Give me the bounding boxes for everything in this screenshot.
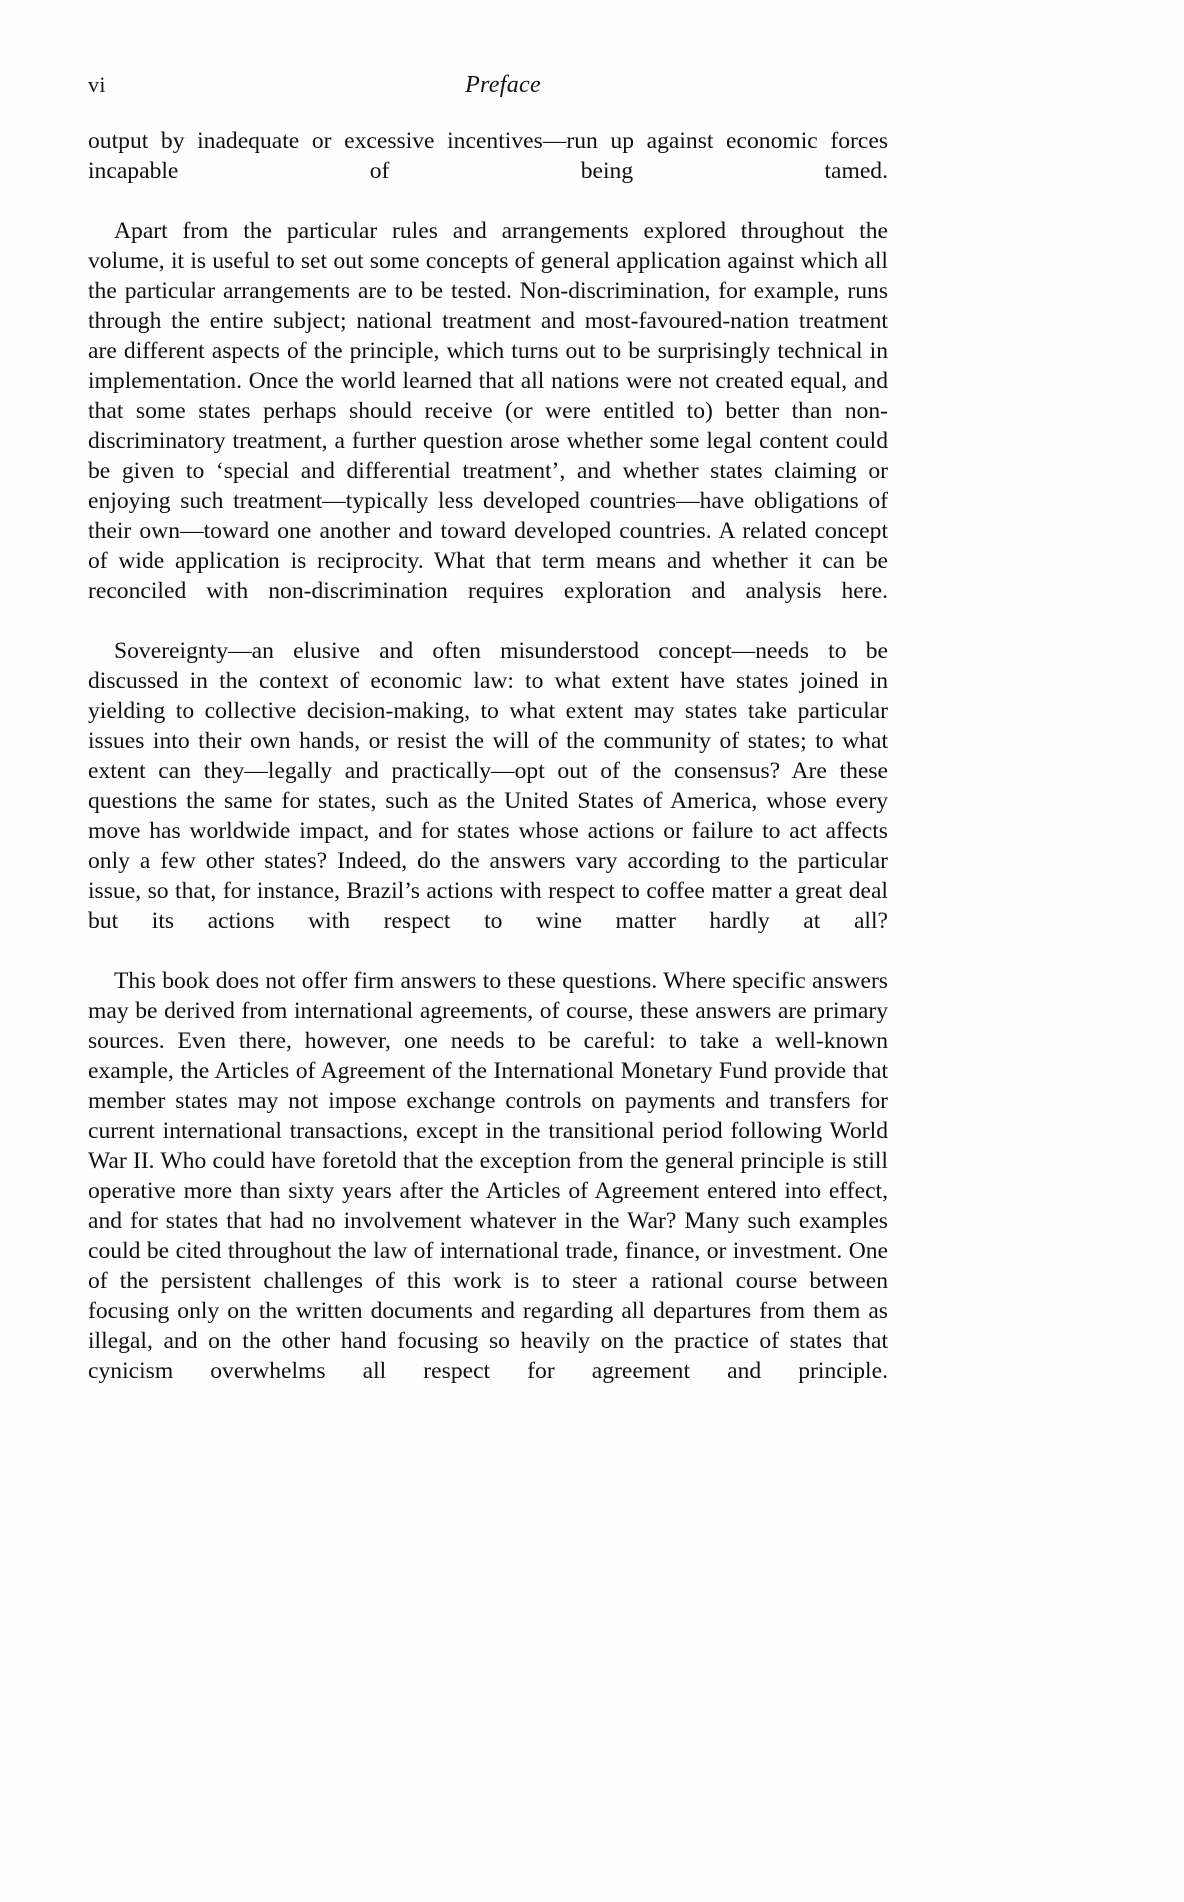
paragraph-apart-from-the-particular-rules: Apart from the particular rules and arrangements explored throughout the volume, it is useful to set out some concepts of general application against which all the particular arrangements are to be tested. Non-discrimination, for example, runs through the entire subject; national treatment and most-favoured-nation treatment are different aspects of the principle, which turns out to be surprisingly technical in implementation. Once the world learned that all nations were not created equal, and that some states perhaps should receive (or were entitled to) better than non-discriminatory treatment, a further question arose whether some legal content could be given to ‘special and differential treatment’, and whether states claiming or enjoying such treatment—typically less developed countries—have obligations of their own—toward one another and toward developed countries. A related concept of wide application is reciprocity. What that term means and whether it can be reconciled with non-discrimination requires exploration and analysis here. bbox=[88, 218, 888, 604]
paragraph-sovereignty: Sovereignty—an elusive and often misunderstood concept—needs to be discussed in the context of economic law: to what extent have states joined in yielding to collective decision-making, to what extent may states take particular issues into their own hands, or resist the will of the community of states; to what extent can they—legally and practically—opt out of the consensus? Are these questions the same for states, such as the United States of America, whose every move has worldwide impact, and for states whose actions or failure to act affects only a few other states? Indeed, do the answers vary according to the particular issue, so that, for instance, Brazil’s actions with respect to coffee matter a great deal but its actions with respect to wine matter hardly at all? bbox=[88, 638, 888, 934]
running-header bbox=[88, 72, 888, 124]
paragraph-this-book-does-not-offer: This book does not offer firm answers to these questions. Where specific answers may be derived from international agreements, of course, these answers are primary sources. Even there, however, one needs to be careful: to take a well-known example, the Articles of Agreement of the International Monetary Fund provide that member states may not impose exchange controls on payments and transfers for current international transactions, except in the transitional period following World War II. Who could have foretold that the exception from the general principle is still operative more than sixty years after the Articles of Agreement entered into effect, and for states that had no involvement whatever in the War? Many such examples could be cited throughout the law of international trade, finance, or investment. One of the persistent challenges of this work is to steer a rational course between focusing only on the written documents and regarding all departures from them as illegal, and on the other hand focusing so heavily on the practice of states that cynicism overwhelms all respect for agreement and principle. bbox=[88, 968, 888, 1384]
paragraph-output-by-inadequate: output by inadequate or excessive incentives—run up against economic forces incapable of being tamed. bbox=[88, 128, 888, 184]
running-head-title: Preface bbox=[465, 72, 541, 98]
body-text bbox=[88, 126, 888, 1416]
page-content bbox=[88, 72, 888, 1416]
page-number: vi bbox=[88, 72, 106, 97]
